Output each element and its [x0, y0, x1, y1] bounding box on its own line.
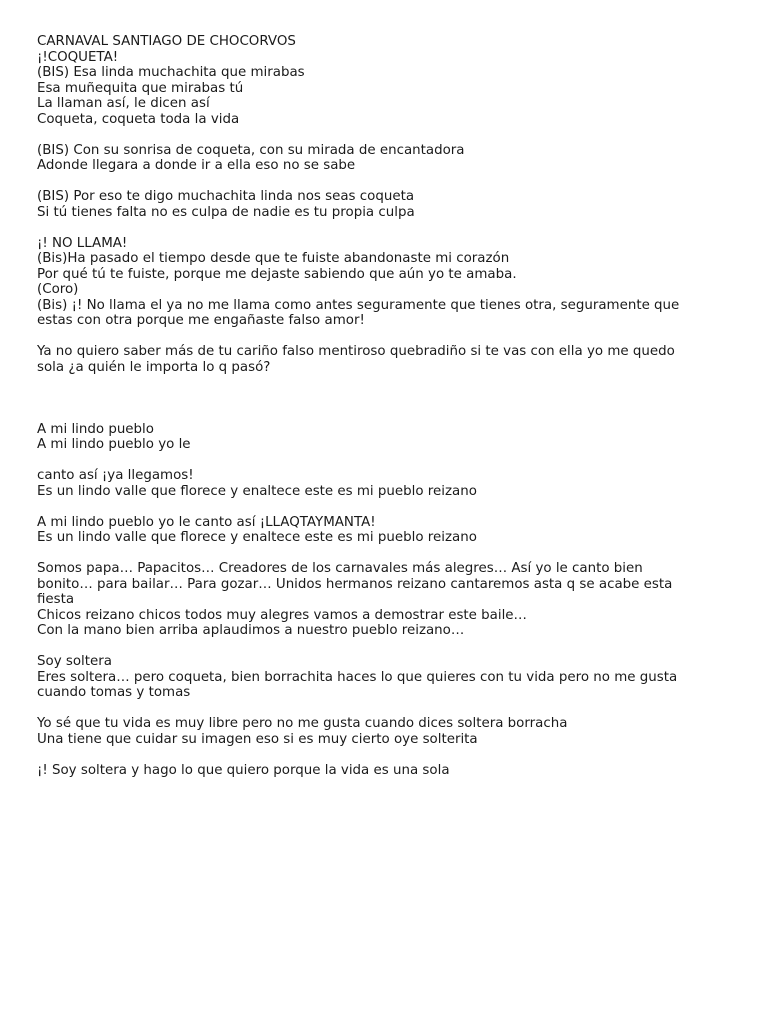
section-heading-soy-soltera: Soy soltera	[37, 654, 112, 669]
lyric-line: La llaman así, le dicen así	[37, 96, 210, 111]
lyric-line: A mi lindo pueblo yo le	[37, 437, 191, 452]
lyric-line: estas con otra porque me engañaste falso amor!	[37, 313, 365, 328]
lyric-line: (BIS) Esa linda muchachita que mirabas	[37, 65, 305, 80]
lyric-line: Es un lindo valle que florece y enaltece este es mi pueblo reizano	[37, 530, 477, 545]
blank-lines	[37, 375, 737, 422]
lyric-line: Somos papa… Papacitos… Creadores de los carnavales más alegres… Así yo le canto bien	[37, 561, 643, 576]
lyric-line: Una tiene que cuidar su imagen eso si es muy cierto oye solterita	[37, 731, 478, 747]
lyric-line: sola ¿a quién le importa lo q pasó?	[37, 359, 271, 375]
lyric-line: bonito… para bailar… Para gozar… Unidos hermanos reizano cantaremos asta q se acabe esta	[37, 576, 673, 592]
lyric-line: Chicos reizano chicos todos muy alegres vamos a demostrar este baile…	[37, 607, 527, 623]
blank-line	[37, 453, 737, 469]
lyric-line: (BIS) Con su sonrisa de coqueta, con su mirada de encantadora	[37, 142, 465, 158]
blank-line	[37, 499, 737, 515]
lyric-line: ¡! Soy soltera y hago lo que quiero porque la vida es una sola	[37, 762, 450, 778]
blank-line	[37, 220, 737, 236]
section-heading-no-llama: ¡! NO LLAMA!	[37, 235, 128, 251]
lyric-line: Con la mano bien arriba aplaudimos a nuestro pueblo reizano…	[37, 623, 465, 638]
lyric-line: Eres soltera… pero coqueta, bien borrachita haces lo que quieres con tu vida pero no me gusta	[37, 669, 678, 685]
lyric-line: (Coro)	[37, 282, 79, 297]
lyric-line: Esa muñequita que mirabas tú	[37, 80, 244, 96]
section-heading-coqueta: ¡!COQUETA!	[37, 49, 119, 65]
lyric-line: A mi lindo pueblo yo le canto así ¡LLAQTAYMANTA!	[37, 514, 376, 530]
blank-line	[37, 701, 737, 717]
document-title: CARNAVAL SANTIAGO DE CHOCORVOS	[37, 34, 296, 49]
lyric-line: (Bis) ¡! No llama el ya no me llama como antes seguramente que tienes otra, seguramente que	[37, 297, 680, 313]
blank-line	[37, 546, 737, 562]
lyric-line: Si tú tienes falta no es culpa de nadie es tu propia culpa	[37, 204, 415, 220]
lyric-line: (Bis)Ha pasado el tiempo desde que te fuiste abandonaste mi corazón	[37, 251, 510, 266]
blank-line	[37, 329, 737, 345]
lyric-line: canto así ¡ya llegamos!	[37, 468, 194, 483]
lyric-line: A mi lindo pueblo	[37, 421, 154, 437]
lyric-line: fiesta	[37, 592, 75, 607]
lyric-line: Coqueta, coqueta toda la vida	[37, 111, 240, 127]
lyric-line: cuando tomas y tomas	[37, 685, 191, 700]
lyric-line: (BIS) Por eso te digo muchachita linda nos seas coqueta	[37, 189, 415, 204]
blank-line	[37, 747, 737, 763]
lyric-line: Yo sé que tu vida es muy libre pero no me gusta cuando dices soltera borracha	[37, 716, 568, 731]
lyric-line: Por qué tú te fuiste, porque me dejaste sabiendo que aún yo te amaba.	[37, 266, 517, 282]
lyric-line: Es un lindo valle que florece y enaltece este es mi pueblo reizano	[37, 483, 477, 499]
blank-line	[37, 174, 737, 190]
blank-line	[37, 127, 737, 143]
lyric-line: Adonde llegara a donde ir a ella eso no se sabe	[37, 158, 356, 173]
lyric-line: Ya no quiero saber más de tu cariño falso mentiroso quebradiño si te vas con ella yo me quedo	[37, 344, 675, 359]
blank-line	[37, 639, 737, 655]
document-page	[37, 34, 737, 778]
